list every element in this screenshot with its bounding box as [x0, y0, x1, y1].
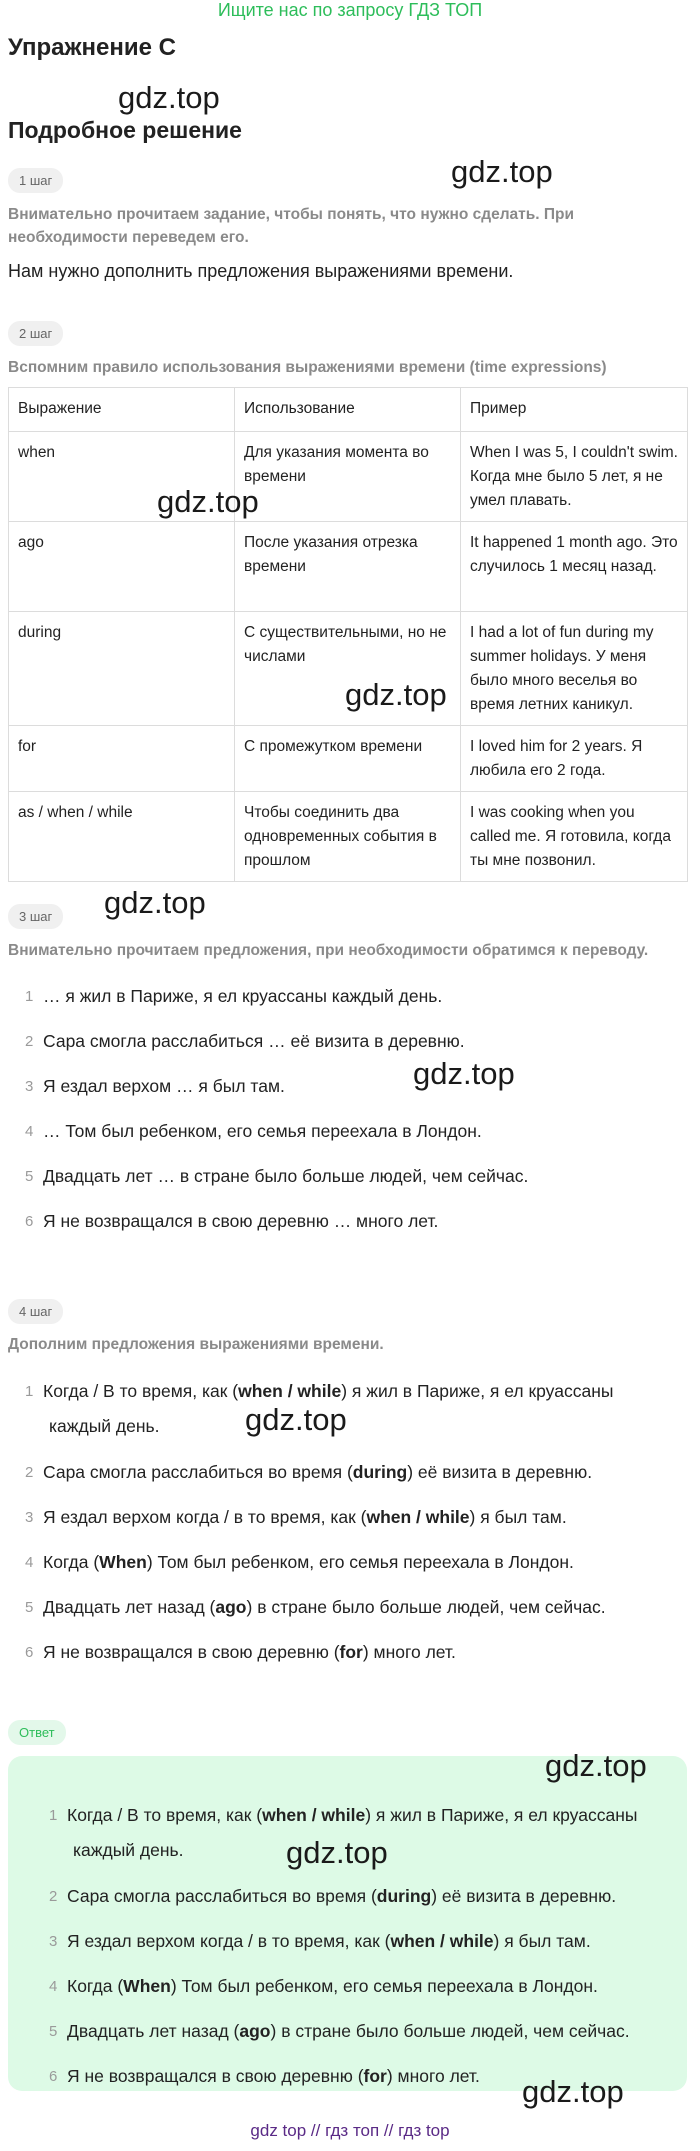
- item-number: 6: [25, 1213, 34, 1230]
- watermark: gdz.top: [451, 154, 553, 189]
- watermark: gdz.top: [286, 1835, 388, 1870]
- answer-word: when / while: [366, 1507, 470, 1527]
- text-part: Двадцать лет назад (: [67, 2021, 240, 2041]
- item-number: 2: [49, 1888, 58, 1905]
- item-number: 2: [25, 1033, 34, 1050]
- step-3-instruction: Внимательно прочитаем предложения, при необходимости обратимся к переводу.: [8, 942, 649, 959]
- table-cell: It happened 1 month ago. Это случилось 1 месяц назад.: [461, 522, 688, 612]
- item-text: [67, 1969, 700, 2004]
- list-item: [0, 1024, 690, 1069]
- item-number: 2: [25, 1464, 34, 1481]
- table-cell: Для указания момента во времени: [235, 432, 461, 522]
- text-part: ) в стране было больше людей, чем сейчас.: [246, 1597, 606, 1617]
- answer-word: when / while: [262, 1805, 366, 1825]
- table-cell: С существительными, но не числами: [235, 612, 461, 726]
- item-number: 3: [49, 1933, 58, 1950]
- answer-word: ago: [239, 2021, 271, 2041]
- table-cell: when: [9, 432, 235, 522]
- list-item: [0, 1635, 690, 1680]
- list-item: [0, 1069, 690, 1114]
- list-item: [0, 1590, 690, 1635]
- table-row: [9, 432, 688, 522]
- step-2-badge: [8, 321, 63, 346]
- item-number: 4: [25, 1554, 34, 1571]
- table-row: [9, 522, 688, 612]
- watermark: gdz.top: [413, 1056, 515, 1091]
- item-number: 5: [49, 2023, 58, 2040]
- table-header-cell: Выражение: [9, 388, 235, 432]
- footer-links[interactable]: gdz top // гдз топ // гдз top: [250, 2121, 450, 2140]
- table-header-cell: Использование: [235, 388, 461, 432]
- table-cell: I loved him for 2 years. Я любила его 2 года.: [461, 726, 688, 792]
- item-number: 1: [25, 988, 34, 1005]
- item-text: Двадцать лет … в стране было больше людей, чем сейчас.: [43, 1166, 529, 1186]
- table-cell: I was cooking when you called me. Я готовила, когда ты мне позвонил.: [461, 792, 688, 882]
- item-text: [67, 2014, 700, 2049]
- step-badge-label: 3 шаг: [8, 904, 63, 929]
- item-number: 3: [25, 1078, 34, 1095]
- text-part: ) я был там.: [493, 1931, 591, 1951]
- text-part: Сара смогла расслабиться во время (: [67, 1886, 377, 1906]
- item-number: 6: [49, 2068, 58, 2085]
- answer-word: during: [352, 1462, 408, 1482]
- item-number: 4: [49, 1978, 58, 1995]
- item-text: Сара смогла расслабиться … её визита в деревню.: [43, 1031, 465, 1051]
- list-item: [0, 1114, 690, 1159]
- sentence-list: [0, 979, 690, 1249]
- list-item: [0, 1500, 690, 1545]
- search-promo-link[interactable]: Ищите нас по запросу ГДЗ ТОП: [217, 0, 483, 20]
- item-text: [43, 1374, 690, 1444]
- step-4-badge: [8, 1299, 63, 1324]
- answer-word: ago: [215, 1597, 247, 1617]
- list-item: [0, 1204, 690, 1249]
- watermark: gdz.top: [522, 2074, 624, 2109]
- watermark: gdz.top: [118, 80, 220, 115]
- item-text: [67, 1924, 700, 1959]
- table-cell: during: [9, 612, 235, 726]
- text-part: Я ездал верхом когда / в то время, как (: [43, 1507, 367, 1527]
- text-part: Я ездал верхом когда / в то время, как (: [67, 1931, 391, 1951]
- table-cell: I had a lot of fun during my summer holidays. У меня было много веселья во время летних каникул.: [461, 612, 688, 726]
- text-part: Двадцать лет назад (: [43, 1597, 216, 1617]
- step-4-instruction: Дополним предложения выражениями времени.: [8, 1336, 384, 1353]
- table-cell: С промежутком времени: [235, 726, 461, 792]
- text-part: ) её визита в деревню.: [407, 1462, 593, 1482]
- list-item: [0, 979, 690, 1024]
- time-expressions-table: [8, 387, 688, 882]
- step-badge-label: 1 шаг: [8, 168, 63, 193]
- table-cell: После указания отрезка времени: [235, 522, 461, 612]
- watermark: gdz.top: [545, 1748, 647, 1783]
- table-header-row: [9, 388, 688, 432]
- list-item: [24, 1969, 700, 2014]
- list-item: [24, 2014, 700, 2059]
- answer-badge-label: Ответ: [8, 1720, 66, 1745]
- text-part: ) я жил в Париже, я ел круассаны: [341, 1381, 614, 1401]
- item-number: 5: [25, 1168, 34, 1185]
- item-number: 3: [25, 1509, 34, 1526]
- item-text: Я не возвращался в свою деревню … много лет.: [43, 1211, 439, 1231]
- answer-word: when / while: [238, 1381, 342, 1401]
- list-item: [24, 1924, 700, 1969]
- watermark: gdz.top: [245, 1402, 347, 1437]
- answer-word: When: [123, 1976, 171, 1996]
- list-item: [24, 1879, 700, 1924]
- text-part: Когда (: [67, 1976, 124, 1996]
- text-part: каждый день.: [73, 1840, 184, 1860]
- text-part: ) много лет.: [386, 2066, 480, 2086]
- item-text: … я жил в Париже, я ел круассаны каждый день.: [43, 986, 443, 1006]
- item-text: … Том был ребенком, его семья переехала в Лондон.: [43, 1121, 482, 1141]
- text-part: ) в стране было больше людей, чем сейчас.: [270, 2021, 630, 2041]
- text-part: каждый день.: [49, 1416, 160, 1436]
- item-text: [67, 1879, 700, 1914]
- item-text: [43, 1500, 690, 1535]
- text-part: ) её визита в деревню.: [431, 1886, 617, 1906]
- answer-word: for: [339, 1642, 363, 1662]
- table-cell: ago: [9, 522, 235, 612]
- text-part: Когда / В то время, как (: [43, 1381, 239, 1401]
- table-cell: for: [9, 726, 235, 792]
- text-part: Когда / В то время, как (: [67, 1805, 263, 1825]
- text-part: ) я жил в Париже, я ел круассаны: [365, 1805, 638, 1825]
- table-cell: as / when / while: [9, 792, 235, 882]
- list-item: [0, 1455, 690, 1500]
- item-text: [43, 1545, 690, 1580]
- text-part: Я не возвращался в свою деревню (: [67, 2066, 364, 2086]
- answer-word: during: [376, 1886, 432, 1906]
- watermark: gdz.top: [157, 484, 259, 519]
- item-number: 1: [25, 1383, 34, 1400]
- text-part: ) Том был ребенком, его семья переехала в Лондон.: [146, 1552, 574, 1572]
- item-text: [43, 1455, 690, 1490]
- item-number: 1: [49, 1807, 58, 1824]
- text-part: Когда (: [43, 1552, 100, 1572]
- item-text: [43, 1590, 690, 1625]
- step-1-badge: [8, 168, 63, 193]
- section-title: Подробное решение: [8, 117, 242, 143]
- answer-word: when / while: [390, 1931, 494, 1951]
- answer-word: for: [363, 2066, 387, 2086]
- table-cell: When I was 5, I couldn't swim. Когда мне было 5 лет, я не умел плавать.: [461, 432, 688, 522]
- text-part: ) я был там.: [469, 1507, 567, 1527]
- text-part: ) много лет.: [362, 1642, 456, 1662]
- text-part: Я не возвращался в свою деревню (: [43, 1642, 340, 1662]
- table-cell: Чтобы соединить два одновременных события в прошлом: [235, 792, 461, 882]
- exercise-title: Упражнение C: [8, 34, 176, 61]
- step-1-text: Нам нужно дополнить предложения выражениями времени.: [8, 261, 514, 281]
- table-header-cell: Пример: [461, 388, 688, 432]
- step-badge-label: 4 шаг: [8, 1299, 63, 1324]
- table-row: [9, 726, 688, 792]
- item-number: 6: [25, 1644, 34, 1661]
- item-text: Я ездал верхом … я был там.: [43, 1076, 285, 1096]
- text-part: Сара смогла расслабиться во время (: [43, 1462, 353, 1482]
- step-2-instruction: Вспомним правило использования выражениями времени (time expressions): [8, 359, 607, 376]
- answer-badge: [8, 1720, 66, 1745]
- text-part: ) Том был ребенком, его семья переехала в Лондон.: [170, 1976, 598, 1996]
- watermark: gdz.top: [104, 885, 206, 920]
- table-row: [9, 792, 688, 882]
- item-number: 5: [25, 1599, 34, 1616]
- list-item: [0, 1545, 690, 1590]
- item-text: [43, 1635, 690, 1670]
- answer-word: When: [99, 1552, 147, 1572]
- step-3-badge: [8, 904, 63, 929]
- item-number: 4: [25, 1123, 34, 1140]
- step-1-instruction: Внимательно прочитаем задание, чтобы понять, что нужно сделать. При необходимости переведем его.: [8, 206, 575, 246]
- list-item: [0, 1159, 690, 1204]
- watermark: gdz.top: [345, 677, 447, 712]
- step-badge-label: 2 шаг: [8, 321, 63, 346]
